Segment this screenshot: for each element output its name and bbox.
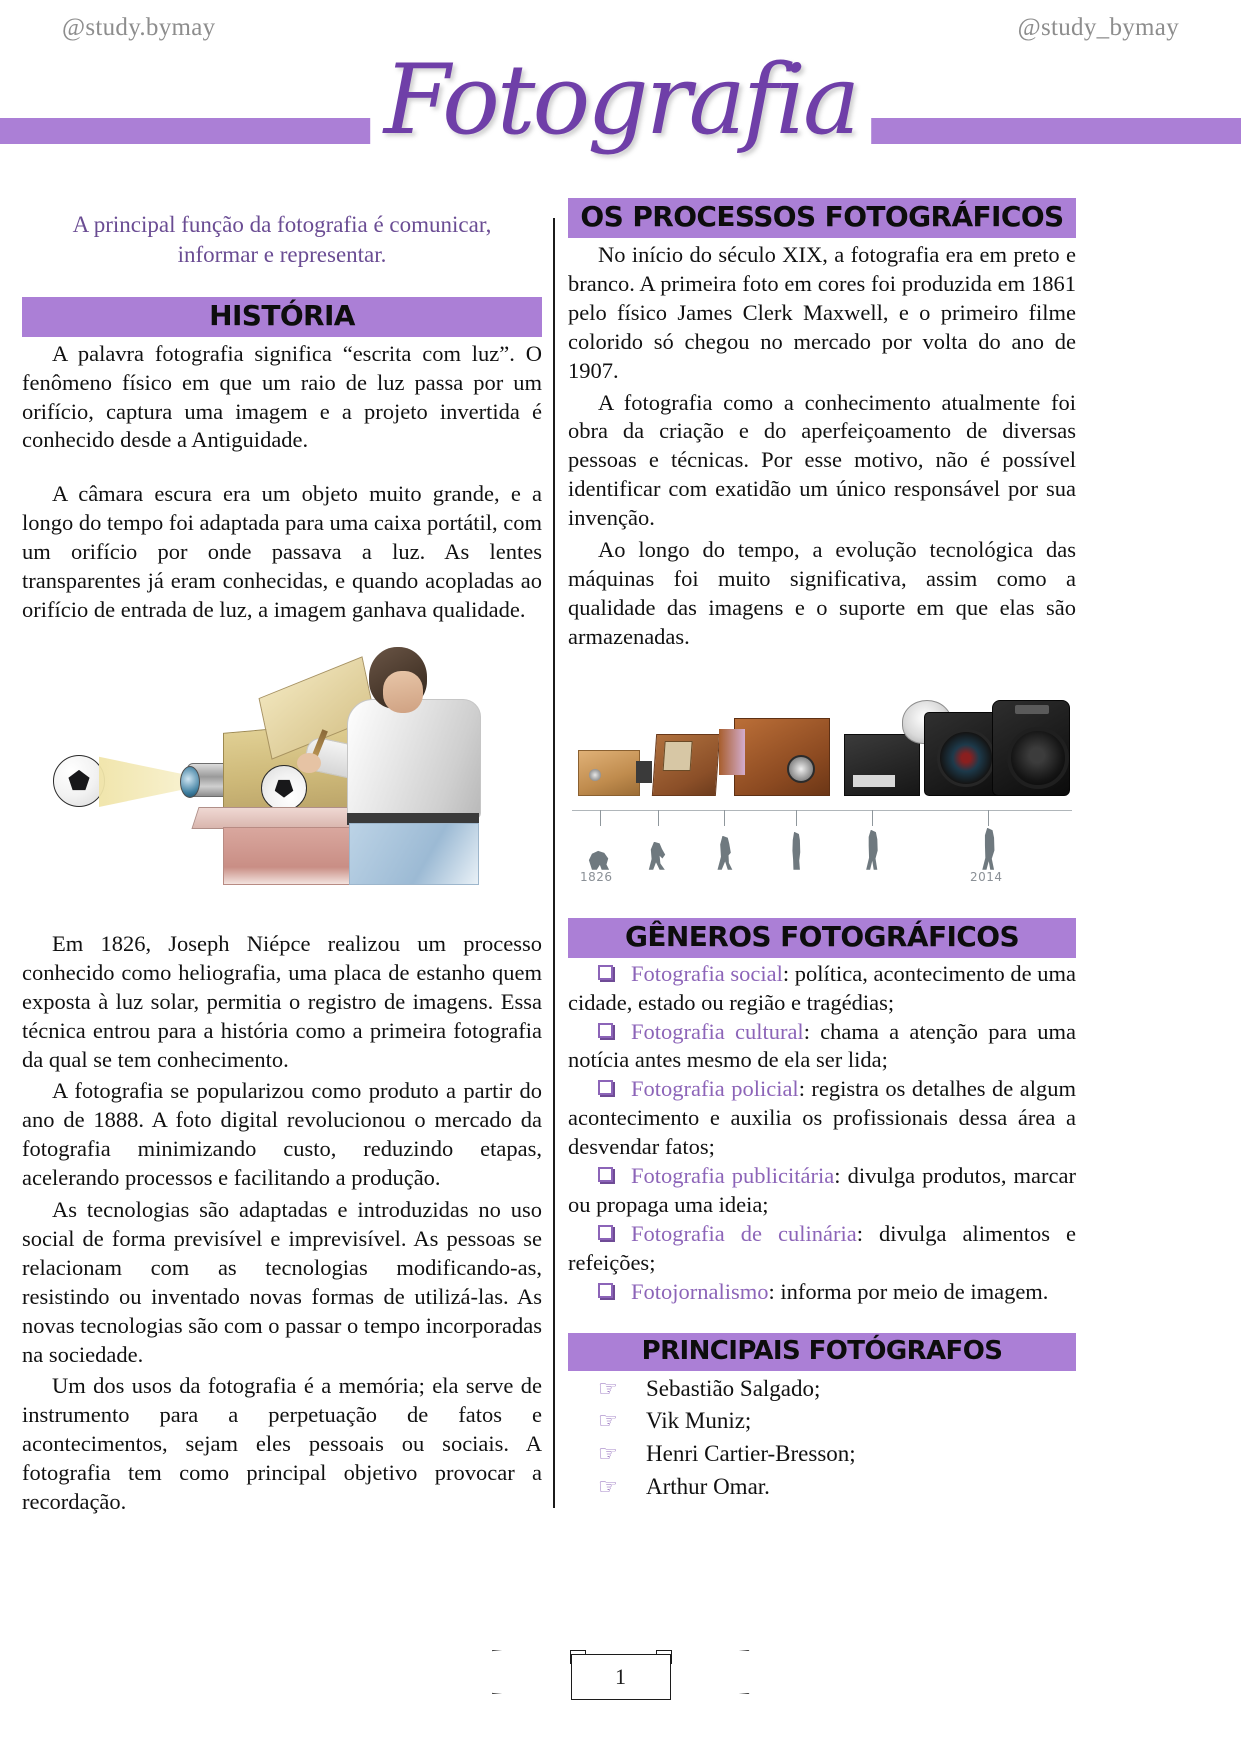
person-jeans bbox=[349, 823, 479, 885]
soccer-ball-projected-icon bbox=[261, 765, 307, 811]
evolution-figure-modern-human-icon bbox=[864, 830, 882, 870]
genre-description: : registra os detalhes de algum acontecimento e auxilia os profissionais dessa área a desvendar fatos; bbox=[568, 1076, 1077, 1160]
evolution-figure-ape-icon bbox=[588, 850, 610, 870]
evolution-figure-final-human-icon bbox=[980, 828, 999, 870]
camera-3-bellows-camera-icon bbox=[734, 718, 830, 796]
ribbon-tail-left bbox=[492, 1650, 578, 1694]
spacer bbox=[22, 887, 542, 927]
pointing-hand-icon: ☞ bbox=[598, 1441, 618, 1467]
page-number: 1 bbox=[615, 1664, 626, 1689]
timeline-tick bbox=[796, 810, 797, 826]
list-item bbox=[568, 1405, 1076, 1438]
page-footer bbox=[0, 1630, 1241, 1738]
genre-name: Fotografia cultural bbox=[631, 1018, 804, 1044]
ribbon-center-panel bbox=[571, 1654, 671, 1700]
genre-description: : divulga produtos, marcar ou propaga uma ideia; bbox=[568, 1163, 1076, 1217]
camera-2-plate-camera-icon bbox=[652, 734, 720, 796]
camera-1-box-camera-icon bbox=[578, 750, 640, 796]
section-heading-historia: HISTÓRIA bbox=[22, 297, 542, 337]
genre-description: : política, acontecimento de uma cidade, estado ou região e tragédias; bbox=[568, 960, 1076, 1015]
spacer bbox=[22, 271, 542, 297]
genre-description: : chama a atenção para uma notícia antes mesmo de ela ser lida; bbox=[568, 1018, 1076, 1073]
right-column bbox=[568, 198, 1076, 1503]
pointing-hand-icon: ☞ bbox=[598, 1376, 618, 1402]
photographer-name: Vik Muniz; bbox=[646, 1408, 752, 1434]
history-paragraph-6: Um dos usos da fotografia é a memória; ela serve de instrumento para a perpetuação de fatos e acontecimentos, sejam eles pessoais ou sociais. A fotografia tem como principal objetivo provocar a recordação. bbox=[22, 1373, 542, 1515]
timeline-tick bbox=[600, 810, 601, 826]
spacer bbox=[568, 1307, 1076, 1333]
genre-name: Fotografia de culinária bbox=[631, 1220, 857, 1246]
history-paragraph-4: A fotografia se popularizou como produto a partir do ano de 1888. A foto digital revolucionou o mercado da fotografia minimizando custo, reduzindo etapas, acelerando processos e facilitando a produção. bbox=[22, 1078, 542, 1191]
photographer-name: Arthur Omar. bbox=[646, 1473, 770, 1499]
checkbox-icon bbox=[598, 1023, 613, 1038]
timeline-axis bbox=[572, 810, 1072, 811]
evolution-figure-hominid-icon bbox=[648, 842, 668, 870]
genre-name: Fotografia social bbox=[631, 960, 783, 986]
lead-quote: A principal função da fotografia é comunicar, informar e representar. bbox=[72, 212, 492, 268]
section-heading-fotografos: PRINCIPAIS FOTÓGRAFOS bbox=[568, 1333, 1076, 1371]
pointing-hand-icon: ☞ bbox=[598, 1409, 618, 1435]
genres-list bbox=[568, 960, 1076, 1307]
evolution-figure-early-human-icon bbox=[716, 836, 735, 870]
spacer bbox=[22, 455, 542, 477]
person-hand bbox=[297, 753, 321, 773]
history-paragraph-3: Em 1826, Joseph Niépce realizou um processo conhecido como heliografia, uma placa de estanho quem exposta à luz solar, permitia o registro de imagens. Essa técnica entrou para a história como a primeira fotografia da qual se tem conhecimento. bbox=[22, 930, 542, 1072]
timeline-year-end: 2014 bbox=[970, 869, 1003, 884]
genre-name: Fotojornalismo bbox=[631, 1278, 769, 1304]
watermark-right: @study_bymay bbox=[1017, 14, 1179, 41]
list-item bbox=[568, 1373, 1076, 1406]
section-heading-generos: GÊNEROS FOTOGRÁFICOS bbox=[568, 918, 1076, 958]
left-column bbox=[22, 198, 542, 1517]
photographer-name: Henri Cartier-Bresson; bbox=[646, 1440, 856, 1466]
checkbox-icon bbox=[598, 965, 613, 980]
history-paragraph-5: As tecnologias são adaptadas e introduzidas no uso social de forma previsível e imprevisível. As pessoas se relacionam com as tecnologias modificando-as, resistindo ou inventado novas formas de utilizá-las. As novas tecnologias são com o passar o tempo incorporadas na sociedade. bbox=[22, 1197, 542, 1367]
history-paragraph-2: A câmara escura era um objeto muito grande, e a longo do tempo foi adaptada para uma caixa portátil, com um orifício por onde passava a luz. As lentes transparentes já eram conhecidas, e quando acopladas ao orifício de entrada de luz, a imagem ganhava qualidade. bbox=[22, 481, 542, 622]
timeline-tick bbox=[724, 810, 725, 826]
genre-description: : divulga alimentos e refeições; bbox=[568, 1220, 1076, 1275]
footer-ribbon bbox=[492, 1638, 750, 1714]
genre-name: Fotografia policial bbox=[631, 1076, 799, 1102]
checkbox-icon bbox=[598, 1283, 613, 1298]
ribbon-tail-right bbox=[664, 1650, 750, 1694]
genre-description: : informa por meio de imagem. bbox=[768, 1278, 1049, 1304]
section-heading-processos: OS PROCESSOS FOTOGRÁFICOS bbox=[568, 198, 1076, 238]
timeline-tick bbox=[658, 810, 659, 826]
title-band-left bbox=[0, 118, 386, 144]
column-divider bbox=[553, 218, 555, 1508]
history-paragraph-1: A palavra fotografia significa “escrita com luz”. O fenômeno físico em que um raio de luz passa por um orifício, captura uma imagem e a projeto invertida é conhecido desde a Antiguidade. bbox=[22, 340, 542, 453]
page-title: Fotografia bbox=[370, 48, 872, 154]
camera-obscura-illustration bbox=[47, 637, 517, 887]
camera-6-dslr-camera-icon bbox=[992, 700, 1070, 796]
list-item bbox=[568, 1018, 1076, 1076]
checkbox-icon bbox=[598, 1080, 613, 1095]
watermark-left: @study.bymay bbox=[62, 14, 216, 41]
soccer-ball-outside-icon bbox=[53, 755, 105, 807]
checkbox-icon bbox=[598, 1167, 613, 1182]
timeline-tick bbox=[988, 810, 989, 826]
list-item bbox=[568, 1438, 1076, 1471]
timeline-tick bbox=[872, 810, 873, 826]
evolution-figure-upright-human-icon bbox=[788, 832, 805, 870]
camera-evolution-timeline bbox=[572, 668, 1072, 888]
timeline-year-start: 1826 bbox=[580, 869, 613, 884]
processes-paragraph-1: No início do século XIX, a fotografia era em preto e branco. A primeira foto em cores foi produzida em 1861 pelo físico James Clerk Maxwell, e o primeiro filme colorido só chegou no mercado por volta do ano de 1907. bbox=[568, 242, 1076, 383]
list-item bbox=[568, 1075, 1076, 1162]
list-item bbox=[568, 1471, 1076, 1504]
content-area bbox=[0, 198, 1241, 1515]
list-item bbox=[568, 1220, 1076, 1278]
photographer-name: Sebastião Salgado; bbox=[646, 1375, 821, 1401]
camera-4-brownie-camera-icon bbox=[844, 734, 920, 796]
person-torso bbox=[347, 699, 481, 819]
photographers-list bbox=[568, 1373, 1076, 1504]
genre-name: Fotografia publicitária bbox=[631, 1163, 835, 1189]
person-face bbox=[383, 671, 423, 713]
list-item bbox=[568, 1162, 1076, 1220]
processes-paragraph-3: Ao longo do tempo, a evolução tecnológica das máquinas foi muito significativa, assim como a qualidade das imagens e o suporte em que elas são armazenadas. bbox=[568, 537, 1076, 649]
processes-paragraph-2: A fotografia como a conhecimento atualmente foi obra da criação e do aperfeiçoamento de diversas pessoas e técnicas. Por esse motivo, não é possível identificar com exatidão um único responsável por sua invenção. bbox=[568, 389, 1076, 531]
title-band-right bbox=[857, 118, 1241, 144]
spacer bbox=[568, 888, 1076, 918]
camera-row bbox=[572, 668, 1072, 796]
checkbox-icon bbox=[598, 1225, 613, 1240]
list-item bbox=[568, 960, 1076, 1018]
pointing-hand-icon: ☞ bbox=[598, 1474, 618, 1500]
list-item bbox=[568, 1278, 1076, 1307]
